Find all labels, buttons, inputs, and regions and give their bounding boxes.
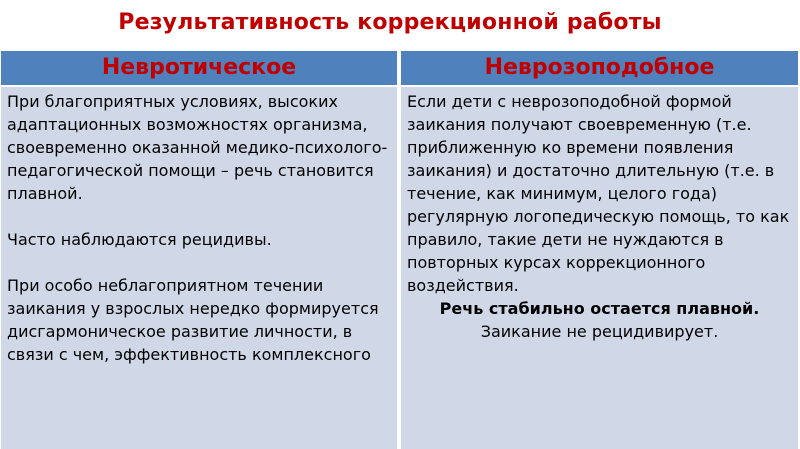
header-neurosis-like: Неврозоподобное: [401, 51, 798, 85]
cell-neurotic: [1, 87, 397, 449]
neurosis-like-paragraph-2: Речь стабильно остается плавной.: [439, 299, 760, 318]
neurotic-paragraph-2: Часто наблюдаются рецидивы.: [7, 230, 272, 249]
cell-neurosis-like: [401, 87, 798, 449]
header-neurotic: Невротическое: [1, 51, 397, 85]
neurosis-like-paragraph-3: Заикание не рецидивирует.: [480, 322, 719, 341]
neurotic-paragraph-3: При особо неблагоприятном течении заикания у взрослых нередко формируется дисгармоническое развитие личности, в связи с чем, эффективность комплексного: [7, 276, 379, 364]
slide-title: Результативность коррекционной работы: [118, 10, 662, 35]
neurotic-paragraph-1: При благоприятных условиях, высоких адаптационных возможностях организма, своевременно оказанной медико-психолого-педагогической помощи – речь становится плавной.: [7, 92, 388, 203]
comparison-table: [1, 51, 798, 449]
neurosis-like-paragraph-1: Если дети с неврозоподобной формой заикания получают своевременную (т.е. приближенную ко времени появления заикания) и достаточно длительную (т.е. в течение, как минимум, целого года) регулярную логопедическую помощь, то как правило, такие дети не нуждаются в повторных курсах коррекционного воздействия.: [407, 92, 790, 295]
